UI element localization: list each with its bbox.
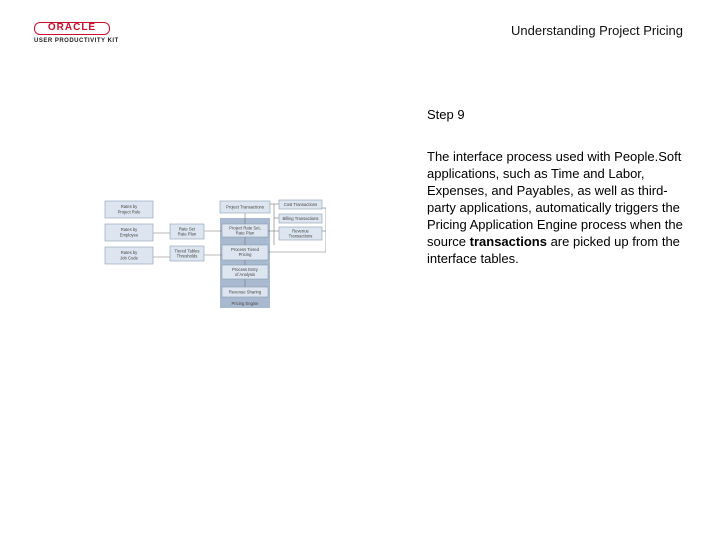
box-label: Revenue <box>292 228 309 234</box>
description-emphasis: transactions <box>469 234 547 249</box>
box-label: Project Role <box>117 209 141 215</box>
oracle-upk-logo <box>34 22 134 44</box>
box-label: Rate Plan <box>177 231 197 237</box>
box-label: Pricing <box>238 252 252 257</box>
box-label: Rate Plan <box>235 230 255 236</box>
description-text: The interface process used with People.Soft applications, such as Time and Labor, Expenses, and Payables, as well as third-party applications, automatically triggers the Pricing Application Engine process when the source <box>427 149 683 249</box>
step-description <box>427 148 689 267</box>
box-label: Thresholds <box>176 253 198 259</box>
box-label: Employee <box>119 232 139 238</box>
page-title: Understanding Project Pricing <box>511 23 683 38</box>
box-label: Billing Transactions <box>282 216 319 221</box>
box-label: Rates by <box>120 250 138 255</box>
description-text-end: are picked up from the interface tables. <box>427 234 680 266</box>
box-label: Tiered Tables <box>174 248 200 254</box>
box-label: Project Rate Set, <box>229 225 261 231</box>
box-label: Cost Transactions <box>283 202 318 207</box>
box-label: Rate Set <box>178 226 196 232</box>
oracle-logo-mark: ORACLE <box>34 22 110 35</box>
box-label: Process Tiered <box>231 247 259 252</box>
diagram-svg <box>104 197 326 309</box>
pricing-engine-label: Pricing Engine <box>231 301 259 306</box>
box-label: Process Entry <box>231 267 259 272</box>
pricing-process-diagram <box>104 197 326 309</box>
box-label: Project Transactions <box>226 204 264 210</box>
box-label: Job Code <box>120 255 138 261</box>
box-label: of Analysis <box>234 272 256 277</box>
box-label: Rates by <box>120 204 138 209</box>
step-label: Step 9 <box>427 107 465 122</box>
box-label: Revenue Sharing <box>228 289 262 295</box>
logo-tagline: USER PRODUCTIVITY KIT <box>34 38 119 44</box>
box-label: Transactions <box>288 233 313 239</box>
box-label: Rates by <box>120 227 138 232</box>
